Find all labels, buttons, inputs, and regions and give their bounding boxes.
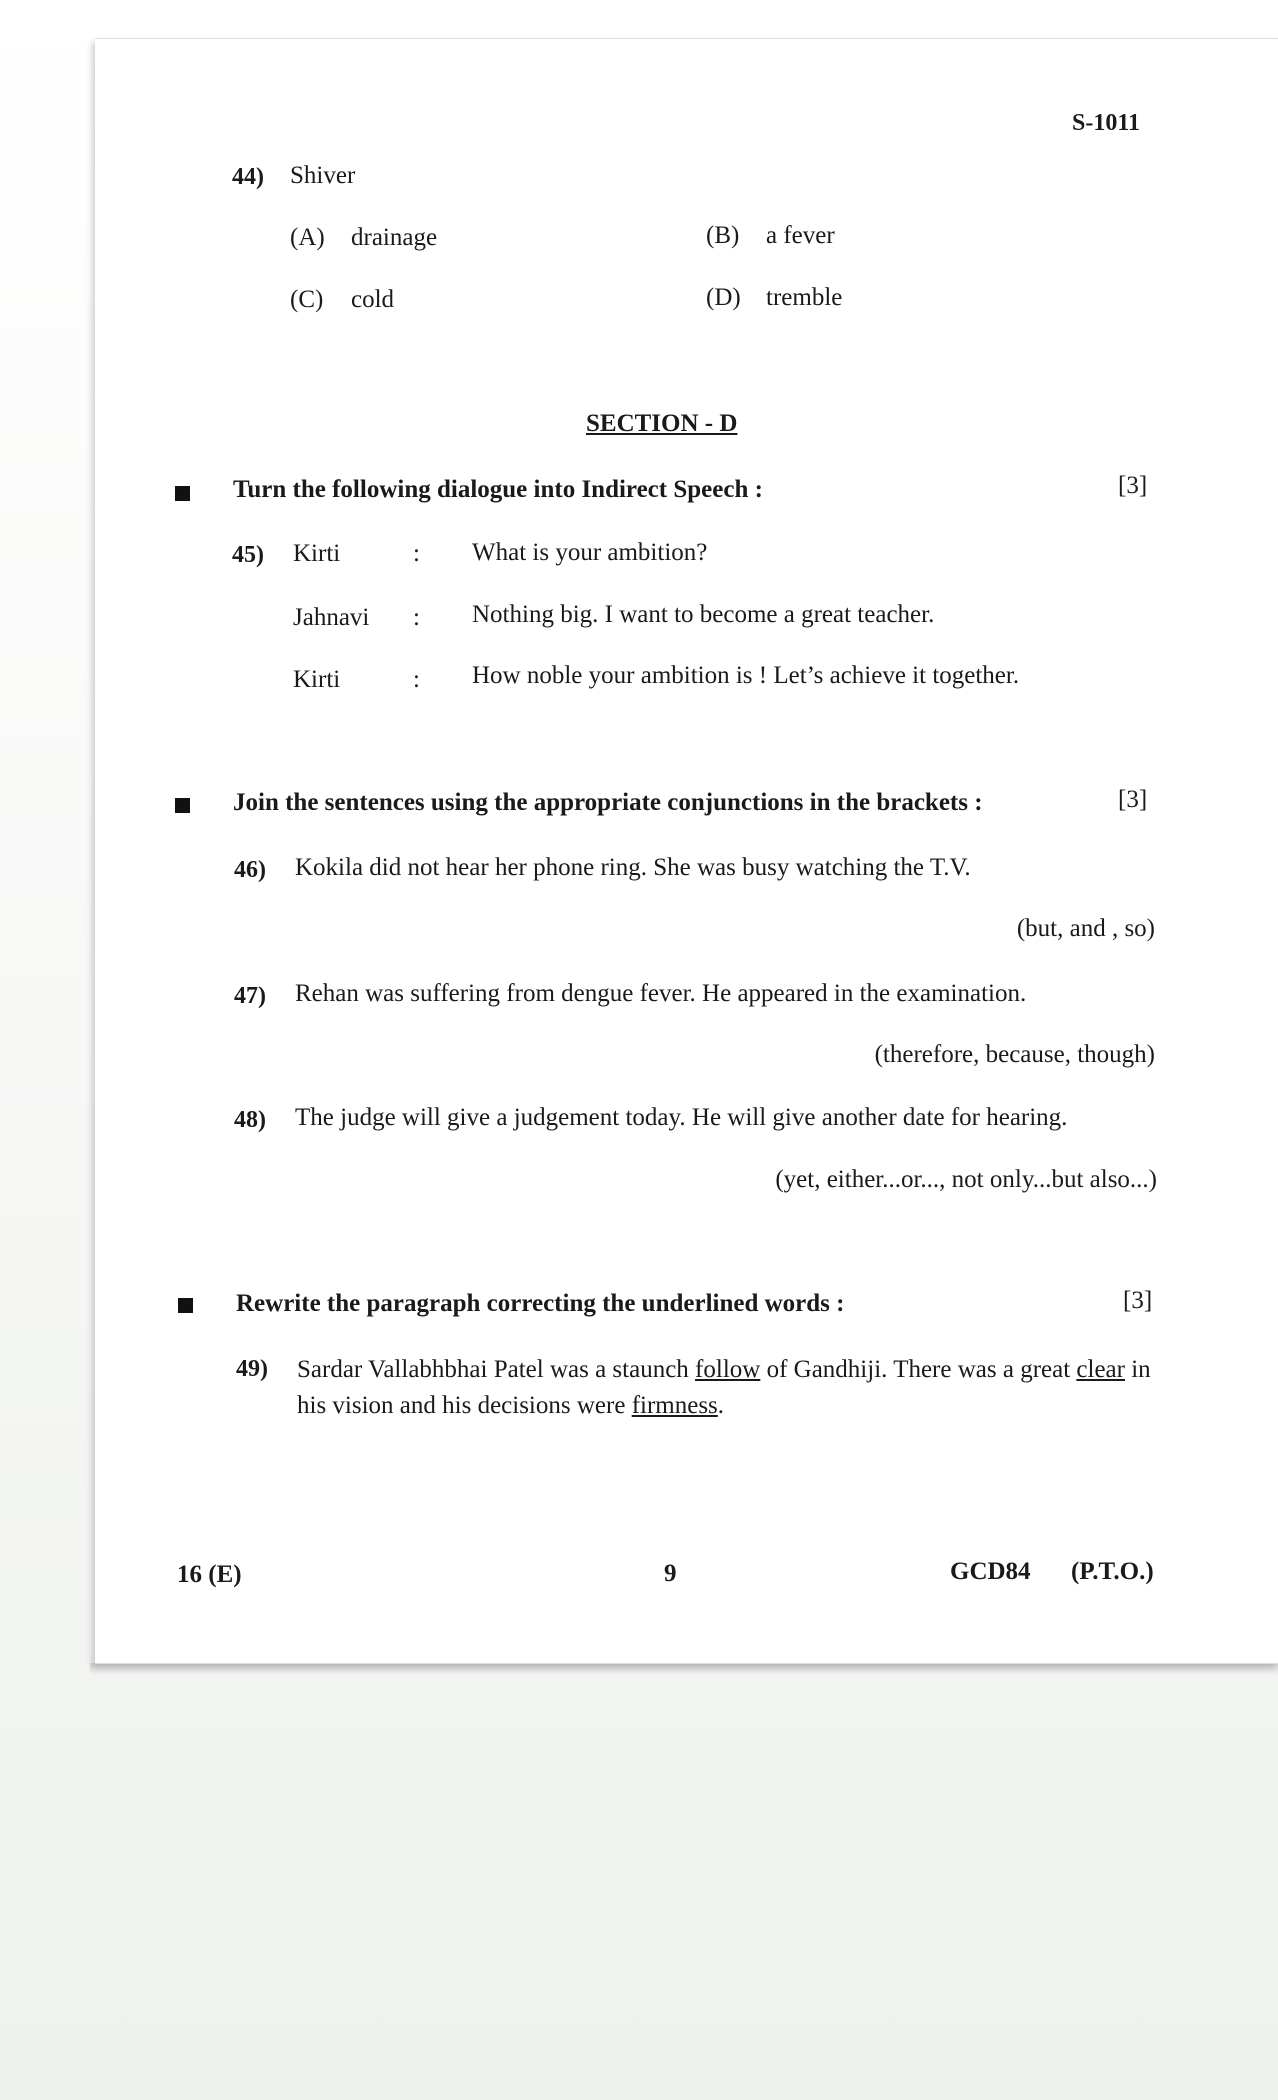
bullet-icon xyxy=(175,486,190,501)
footer-pto: (P.T.O.) xyxy=(1071,1558,1154,1585)
option-c-text: cold xyxy=(351,286,395,313)
dialogue-speaker: Kirti xyxy=(293,666,341,693)
footer-code-left: 16 (E) xyxy=(177,1561,242,1588)
question-48-number: 48) xyxy=(234,1107,266,1133)
paragraph-text: of Gandhiji. There was a great xyxy=(760,1356,1077,1383)
marks-rewrite-paragraph: [3] xyxy=(1123,1287,1153,1314)
question-48-text: The judge will give a judgement today. He will give another date for hearing. xyxy=(295,1104,1068,1131)
footer-paper-code: GCD84 xyxy=(950,1558,1031,1585)
bullet-icon xyxy=(175,798,190,813)
dialogue-speaker: Kirti xyxy=(293,540,341,567)
instruction-indirect-speech: Turn the following dialogue into Indirect Speech : xyxy=(233,476,763,503)
page-number: 9 xyxy=(664,1560,677,1587)
option-a-label: (A) xyxy=(290,224,325,251)
option-b-label: (B) xyxy=(706,222,740,249)
question-46-conjunctions: (but, and , so) xyxy=(1016,915,1155,942)
paragraph-text: . xyxy=(717,1392,725,1419)
option-d-label: (D) xyxy=(706,284,741,311)
paragraph-text: Sardar Vallabhbhai Patel was a staunch xyxy=(297,1356,696,1383)
marks-indirect-speech: [3] xyxy=(1118,472,1148,499)
question-48-conjunctions: (yet, either...or..., not only...but also...) xyxy=(775,1166,1157,1193)
question-44-word: Shiver xyxy=(290,162,356,189)
marks-join-sentences: [3] xyxy=(1118,786,1148,813)
underlined-word-follow: follow xyxy=(695,1356,761,1383)
question-45-number: 45) xyxy=(232,542,264,568)
option-a-text: drainage xyxy=(351,224,438,251)
underlined-word-clear: clear xyxy=(1076,1356,1125,1383)
dialogue-line: How noble your ambition is ! Let’s achieve it together. xyxy=(472,662,1020,689)
question-46-text: Kokila did not hear her phone ring. She was busy watching the T.V. xyxy=(295,854,971,881)
underlined-word-firmness: firmness xyxy=(631,1392,718,1419)
dialogue-colon: : xyxy=(413,604,420,631)
question-46-number: 46) xyxy=(234,857,266,883)
question-47-conjunctions: (therefore, because, though) xyxy=(874,1041,1155,1068)
question-47-text: Rehan was suffering from dengue fever. He appeared in the examination. xyxy=(295,980,1027,1007)
section-title: SECTION - D xyxy=(586,410,738,437)
dialogue-line: What is your ambition? xyxy=(472,539,708,566)
page-edge-shadow xyxy=(90,1663,1278,1675)
paper-serial: S-1011 xyxy=(1072,110,1141,136)
option-c-label: (C) xyxy=(290,286,324,313)
dialogue-line: Nothing big. I want to become a great teacher. xyxy=(472,601,935,628)
dialogue-colon: : xyxy=(413,666,420,693)
instruction-rewrite-paragraph: Rewrite the paragraph correcting the underlined words : xyxy=(236,1290,845,1317)
question-49-paragraph xyxy=(297,1352,1157,1424)
question-44-number: 44) xyxy=(232,164,264,190)
option-b-text: a fever xyxy=(766,222,835,249)
instruction-join-sentences: Join the sentences using the appropriate conjunctions in the brackets : xyxy=(233,789,983,816)
question-47-number: 47) xyxy=(234,983,266,1009)
question-49-number: 49) xyxy=(236,1356,268,1382)
paragraph-text: in his vision and his decisions were xyxy=(297,1356,1151,1419)
dialogue-colon: : xyxy=(413,540,420,567)
bullet-icon xyxy=(178,1298,193,1313)
dialogue-speaker: Jahnavi xyxy=(293,604,370,631)
option-d-text: tremble xyxy=(766,284,843,311)
